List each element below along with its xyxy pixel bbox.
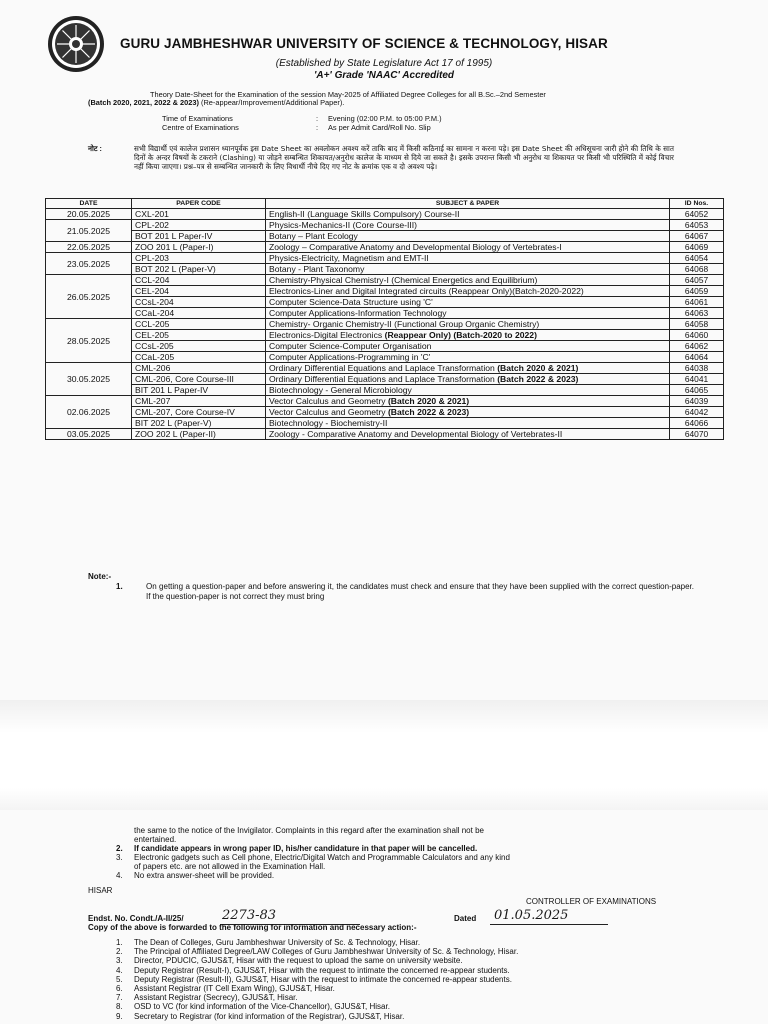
table-header-row	[46, 199, 724, 209]
subject-batch-note: (Reappear Only) (Batch-2020 to 2022)	[384, 330, 537, 340]
intro-rest: (Re-appear/Improvement/Additional Paper).	[198, 98, 345, 107]
table-row	[46, 341, 724, 352]
recipient-text: Deputy Registrar (Result-II), GJUS&T, Hisar with the request to intimate the concerned re-appear students.	[134, 974, 512, 984]
header-id: ID Nos.	[670, 199, 724, 209]
recipient-number: 9.	[116, 1011, 123, 1021]
subject-batch-note: (Batch 2022 & 2023)	[497, 374, 579, 384]
time-colon: :	[316, 114, 319, 123]
subject-paper	[266, 209, 670, 220]
time-label: Time of Examinations	[162, 114, 233, 123]
exam-date: 03.05.2025	[46, 429, 132, 440]
subject-text: Physics-Mechanics-II (Core Course-III)	[269, 220, 418, 230]
recipient-number: 8.	[116, 1002, 123, 1012]
subject-text: Ordinary Differential Equations and Laplace Transformation	[269, 363, 498, 373]
note-3-text-1: Electronic gadgets such as Cell phone, Electric/Digital Watch and Programmable Calculators and any kind	[134, 853, 510, 862]
grade-line: 'A+' Grade 'NAAC' Accredited	[313, 70, 454, 81]
paper-id: 64054	[670, 253, 724, 264]
subject-paper	[266, 253, 670, 264]
copy-line: Copy of the above is forwarded to the following for information and necessary action:-	[88, 923, 417, 932]
recipient-text: The Dean of Colleges, Guru Jambheshwar University of Sc. & Technology, Hisar.	[134, 938, 421, 947]
subject-paper	[266, 330, 670, 341]
exam-date: 21.05.2025	[46, 220, 132, 242]
table-row	[46, 231, 724, 242]
paper-id: 64066	[670, 418, 724, 429]
recipient-text: Assistant Registrar (IT Cell Exam Wing), GJUS&T, Hisar.	[134, 984, 335, 993]
recipient-text: Assistant Registrar (Secrecy), GJUS&T, Hisar.	[134, 993, 298, 1003]
table-row	[46, 374, 724, 385]
recipient-number: 6.	[116, 984, 123, 993]
subject-text: Botany – Plant Ecology	[269, 231, 358, 241]
paper-code: CPL-203	[132, 253, 266, 264]
paper-code: CCsL-205	[132, 341, 266, 352]
subject-paper	[266, 297, 670, 308]
paper-id: 64070	[670, 429, 724, 440]
paper-id: 64057	[670, 275, 724, 286]
subject-paper	[266, 242, 670, 253]
subject-text: Biotechnology - General Microbiology	[269, 385, 412, 395]
recipient-number: 4.	[116, 965, 123, 975]
paper-code: CXL-201	[132, 209, 266, 220]
subject-text: Electronics-Liner and Digital Integrated circuits (Reappear Only)(Batch-2020-2022)	[269, 286, 584, 296]
subject-paper	[266, 363, 670, 374]
table-row	[46, 363, 724, 374]
subject-paper	[266, 264, 670, 275]
paper-id: 64068	[670, 264, 724, 275]
note-1-continued-2: entertained.	[134, 835, 177, 844]
intro-batch: (Batch 2020, 2021, 2022 & 2023)	[88, 98, 199, 107]
paper-code: ZOO 202 L (Paper-II)	[132, 429, 266, 440]
dated-label: Dated	[454, 914, 477, 923]
subject-text: Biotechnology - Biochemistry-II	[269, 418, 388, 428]
subject-text: Computer Science-Data Structure using 'C'	[269, 297, 433, 307]
subject-text: Zoology - Comparative Anatomy and Developmental Biology of Vertebrates-II	[269, 429, 563, 439]
table-row	[46, 429, 724, 440]
paper-code: CCaL-204	[132, 308, 266, 319]
paper-id: 64065	[670, 385, 724, 396]
paper-id: 64052	[670, 209, 724, 220]
note-4-text: No extra answer-sheet will be provided.	[134, 871, 275, 880]
subject-paper	[266, 374, 670, 385]
signatory: CONTROLLER OF EXAMINATIONS	[526, 897, 657, 906]
note-2-text: If candidate appears in wrong paper ID, his/her candidature in that paper will be cancelled.	[134, 844, 478, 853]
table-row	[46, 264, 724, 275]
intro-line-1: Theory Date-Sheet for the Examination of the session May-2025 of Affiliated Degree Colleges for all B.Sc.–2nd Semester	[150, 90, 546, 99]
subject-text: Vector Calculus and Geometry	[269, 407, 388, 417]
recipient-text: The Principal of Affiliated Degree/LAW Colleges of Guru Jambheshwar University of Sc. & Technology, Hisar.	[134, 947, 519, 957]
subject-text: Computer Science-Computer Organisation	[269, 341, 432, 351]
established-line: (Established by State Legislature Act 17 of 1995)	[275, 58, 493, 69]
dated-value: 01.05.2025	[494, 908, 569, 923]
paper-id: 64067	[670, 231, 724, 242]
paper-code: CEL-204	[132, 286, 266, 297]
time-value: Evening (02:00 P.M. to 05:00 P.M.)	[328, 114, 442, 123]
subject-text: Botany - Plant Taxonomy	[269, 264, 365, 274]
table-row	[46, 253, 724, 264]
paper-id: 64042	[670, 407, 724, 418]
centre-colon: :	[316, 123, 319, 132]
exam-date: 02.06.2025	[46, 396, 132, 429]
subject-batch-note: (Batch 2022 & 2023)	[387, 407, 470, 417]
recipient-number: 5.	[116, 974, 123, 984]
recipient-text: Secretary to Registrar (for kind information of the Registrar), GJUS&T, Hisar.	[134, 1011, 405, 1021]
paper-id: 64058	[670, 319, 724, 330]
subject-paper	[266, 429, 670, 440]
note-1-continued-1: the same to the notice of the Invigilator. Complaints in this regard after the examination shall not be	[134, 826, 484, 835]
hindi-note-text: सभी विद्यार्थी एवं कालेज प्रशासन ध्यानपूर्वक इस Date Sheet का अवलोकन अवश्य करें ताकि बाद में किसी कठिनाई का सामना न करना पड़े। इस Date Sheet की अधिसूचना जारी होने की तिथि के सात दिनों के अन्दर विषयों के टकराने (Clashing) या जोड़ने सम्बन्धित शिकायत/अनुरोध कालेज के माध्यम से दिये जा सकते है। इसके उपरान्त किसी भी अनुरोध या शिकायत पर किसी भी परिस्थिति में कोई विचार नहीं किया जाएगा। प्रश्न–पत्र से सम्बन्धित जानकारी के लिए विधार्थी नीचे दिए गए नोट के क्रमांक एक व दो अवश्य पढ़े।	[134, 144, 674, 172]
paper-code: CCaL-205	[132, 352, 266, 363]
subject-text: Chemistry-Physical Chemistry-I (Chemical Energetics and Equilibrium)	[269, 275, 538, 285]
recipient-number: 3.	[116, 956, 123, 966]
table-row	[46, 220, 724, 231]
paper-code: ZOO 201 L (Paper-I)	[132, 242, 266, 253]
subject-text: Physics-Electricity, Magnetism and EMT-II	[269, 253, 429, 263]
exam-date: 28.05.2025	[46, 319, 132, 363]
subject-batch-note: (Batch 2020 & 2021)	[387, 396, 470, 406]
note-1-number: 1.	[116, 582, 123, 591]
table-row	[46, 418, 724, 429]
paper-id: 64038	[670, 363, 724, 374]
note-3-text-2: of papers etc. are not allowed in the Examination Hall.	[134, 862, 326, 871]
paper-id: 64039	[670, 396, 724, 407]
paper-id: 64069	[670, 242, 724, 253]
subject-text: Chemistry- Organic Chemistry-II (Functional Group Organic Chemistry)	[269, 319, 540, 329]
table-row	[46, 242, 724, 253]
subject-paper	[266, 308, 670, 319]
table-row	[46, 209, 724, 220]
subject-text: Computer Applications-Information Technology	[269, 308, 447, 318]
note-4-number: 4.	[116, 871, 123, 880]
subject-text: Computer Applications-Programming in 'C'	[269, 352, 431, 362]
university-title: GURU JAMBHESHWAR UNIVERSITY OF SCIENCE & TECHNOLOGY, HISAR	[120, 36, 608, 51]
table-row	[46, 286, 724, 297]
subject-paper	[266, 220, 670, 231]
table-row	[46, 330, 724, 341]
paper-id: 64041	[670, 374, 724, 385]
hindi-note-label: नोट :	[88, 144, 102, 153]
subject-paper	[266, 418, 670, 429]
note-1	[116, 582, 696, 602]
intro-line-2	[88, 98, 344, 107]
table-row	[46, 297, 724, 308]
recipient-number: 7.	[116, 993, 123, 1003]
subject-paper	[266, 385, 670, 396]
subject-paper	[266, 396, 670, 407]
subject-paper	[266, 286, 670, 297]
recipient-text: Director, PDUCIC, GJUS&T, Hisar with the request to upload the same on university website.	[134, 956, 463, 966]
paper-code: CCL-205	[132, 319, 266, 330]
paper-code: CPL-202	[132, 220, 266, 231]
paper-code: BIT 202 L (Paper-V)	[132, 418, 266, 429]
recipient-number: 1.	[116, 938, 123, 947]
centre-label: Centre of Examinations	[162, 123, 239, 132]
subject-paper	[266, 352, 670, 363]
paper-code: CCsL-204	[132, 297, 266, 308]
subject-paper	[266, 275, 670, 286]
paper-id: 64063	[670, 308, 724, 319]
subject-paper	[266, 319, 670, 330]
dated-underline	[490, 924, 608, 925]
date-sheet-table	[45, 198, 724, 440]
endst-number: 2273-83	[222, 908, 277, 923]
header-subject: SUBJECT & PAPER	[266, 199, 670, 209]
table-row	[46, 352, 724, 363]
subject-paper	[266, 231, 670, 242]
subject-paper	[266, 341, 670, 352]
note-3-number: 3.	[116, 853, 123, 862]
header-date: DATE	[46, 199, 132, 209]
table-row	[46, 308, 724, 319]
note-1-text: On getting a question-paper and before answering it, the candidates must check and ensure that they have been supplied with the correct question-paper. If the question-paper is not correct they must bring	[146, 582, 694, 601]
paper-id: 64061	[670, 297, 724, 308]
table-row	[46, 275, 724, 286]
subject-paper	[266, 407, 670, 418]
paper-code: CCL-204	[132, 275, 266, 286]
subject-text: English-II (Language Skills Compulsory) Course-II	[269, 209, 460, 219]
paper-code: BOT 201 L Paper-IV	[132, 231, 266, 242]
paper-code: BIT 201 L Paper-IV	[132, 385, 266, 396]
exam-date: 30.05.2025	[46, 363, 132, 396]
table-row	[46, 407, 724, 418]
table-row	[46, 385, 724, 396]
subject-text: Ordinary Differential Equations and Laplace Transformation	[269, 374, 498, 384]
exam-date: 23.05.2025	[46, 253, 132, 275]
paper-code: CML-206	[132, 363, 266, 374]
page-two	[0, 810, 768, 1024]
paper-code: CML-207, Core Course-IV	[132, 407, 266, 418]
exam-date: 22.05.2025	[46, 242, 132, 253]
paper-code: BOT 202 L (Paper-V)	[132, 264, 266, 275]
centre-value: As per Admit Card/Roll No. Slip	[328, 123, 431, 132]
exam-date: 26.05.2025	[46, 275, 132, 319]
paper-id: 64059	[670, 286, 724, 297]
paper-id: 64053	[670, 220, 724, 231]
subject-batch-note: (Batch 2020 & 2021)	[497, 363, 579, 373]
recipient-number: 2.	[116, 947, 123, 957]
paper-code: CML-206, Core Course-III	[132, 374, 266, 385]
table-body	[46, 209, 724, 440]
table-row	[46, 319, 724, 330]
exam-date: 20.05.2025	[46, 209, 132, 220]
paper-id: 64062	[670, 341, 724, 352]
subject-text: Electronics-Digital Electronics	[269, 330, 385, 340]
note-heading: Note:-	[88, 572, 112, 581]
recipient-text: Deputy Registrar (Result-I), GJUS&T, Hisar with the request to intimate the concerned re-appear students.	[134, 965, 510, 975]
endst-label: Endst. No. Condt./A-II/25/	[88, 914, 184, 923]
place-label: HISAR	[88, 886, 113, 895]
page-break	[0, 700, 768, 810]
note-2-number: 2.	[116, 844, 123, 853]
header-paper-code: PAPER CODE	[132, 199, 266, 209]
paper-code: CML-207	[132, 396, 266, 407]
recipient-text: OSD to VC (for kind information of the Vice-Chancellor), GJUS&T, Hisar.	[134, 1002, 390, 1012]
paper-code: CEL-205	[132, 330, 266, 341]
paper-id: 64064	[670, 352, 724, 363]
subject-text: Vector Calculus and Geometry	[269, 396, 388, 406]
paper-id: 64060	[670, 330, 724, 341]
table-row	[46, 396, 724, 407]
subject-text: Zoology – Comparative Anatomy and Developmental Biology of Vertebrates-I	[269, 242, 562, 252]
